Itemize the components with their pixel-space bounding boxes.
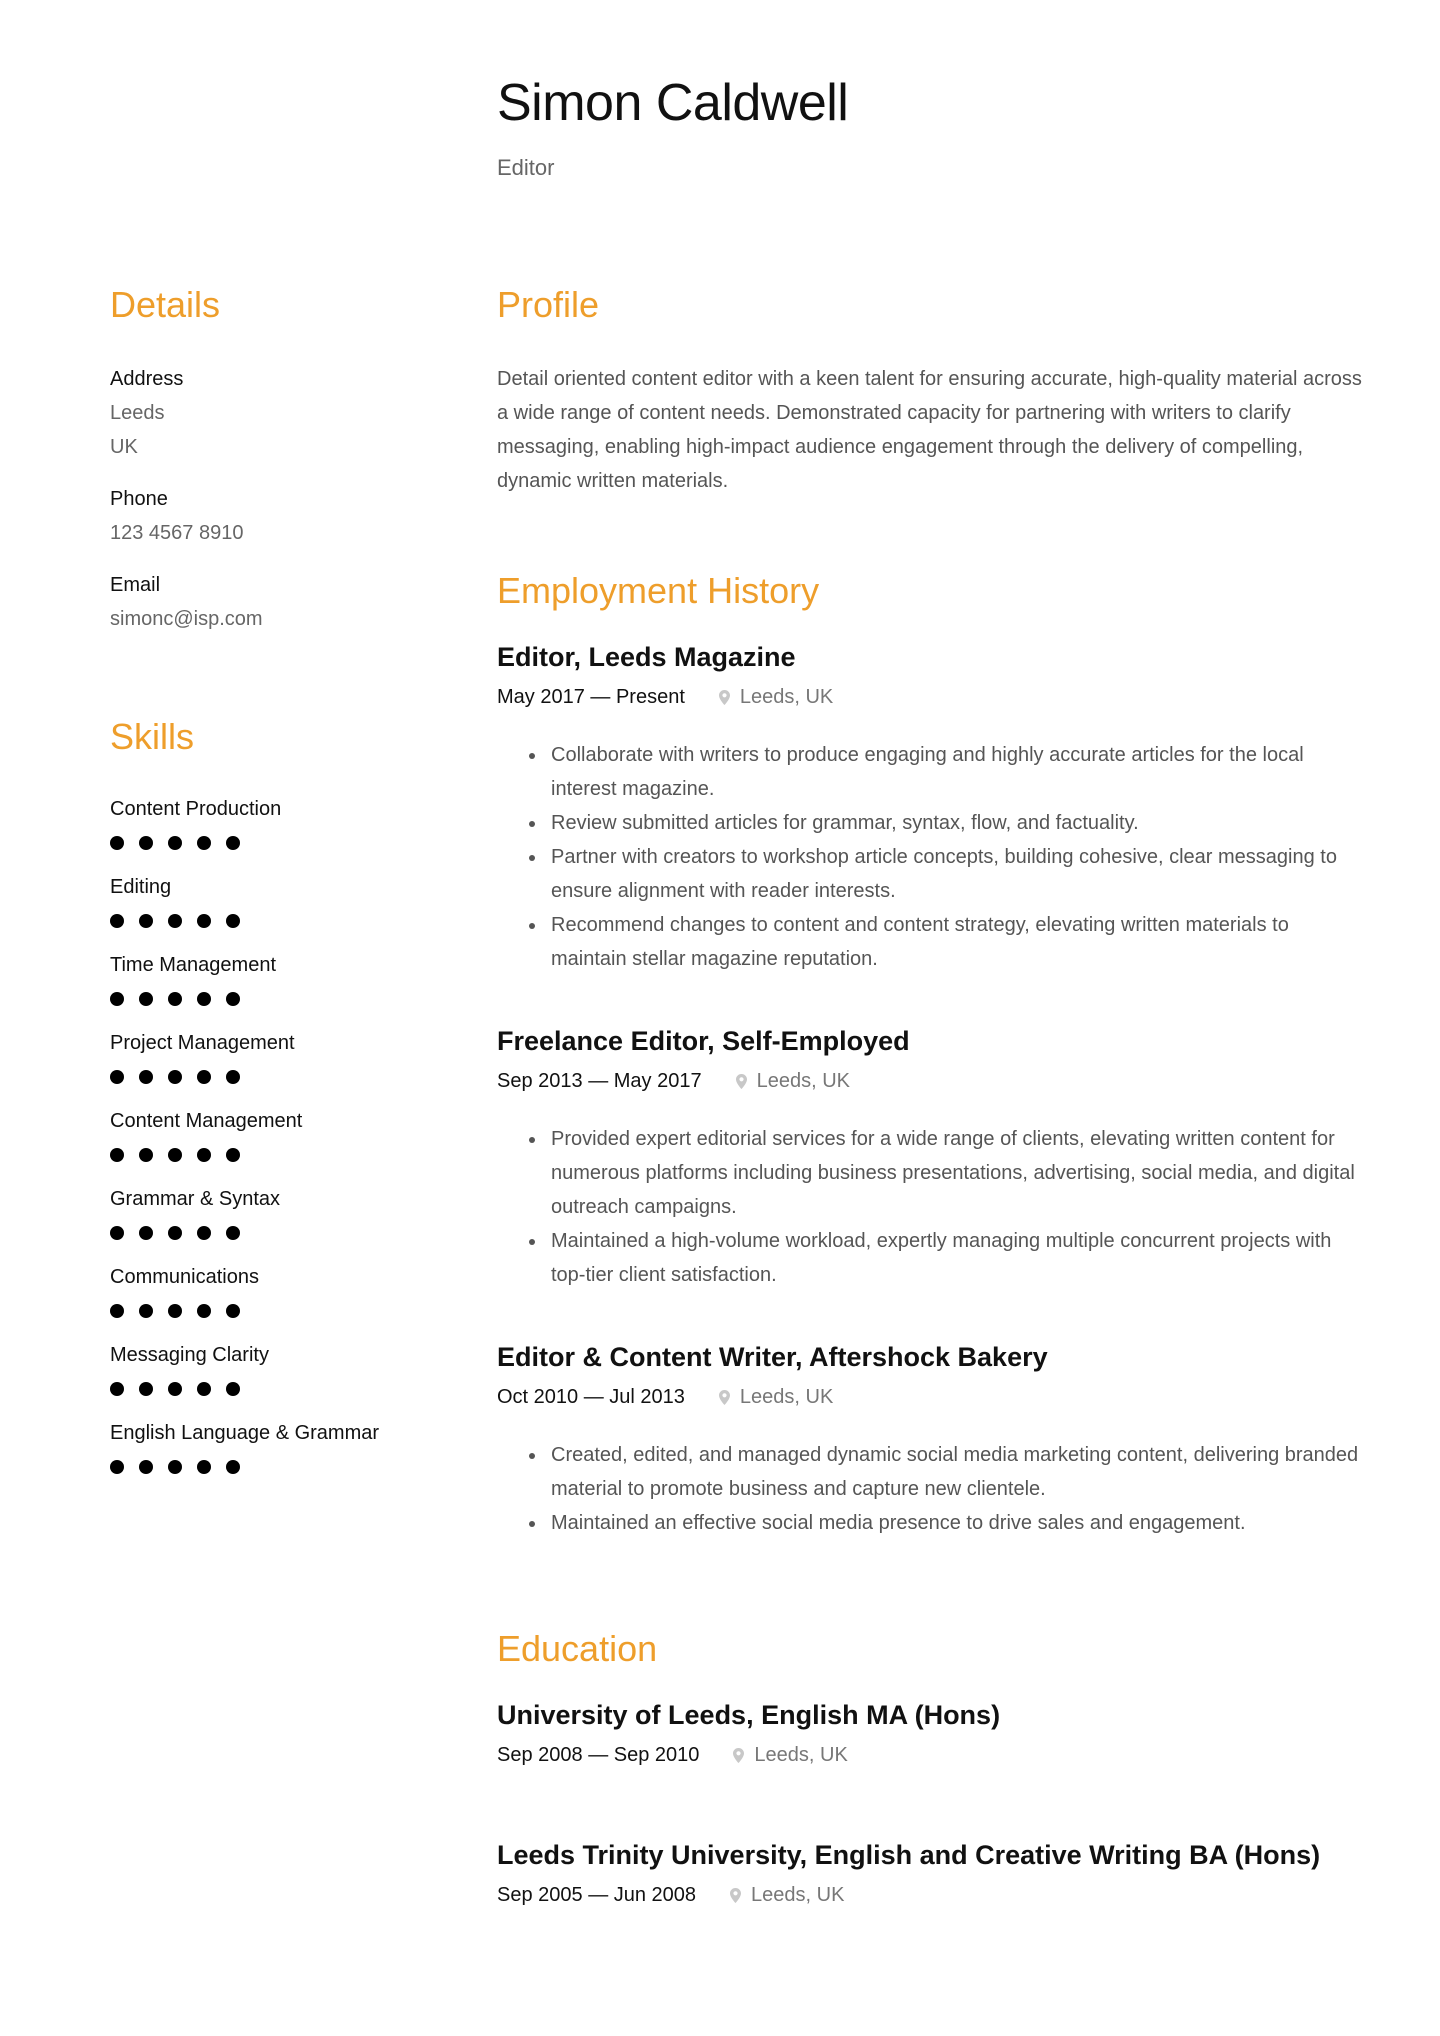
skill-item <box>110 1264 440 1318</box>
address-label: Address <box>110 368 184 390</box>
bullet-item: Provided expert editorial services for a wide range of clients, elevating written content for numerous platforms including business presentations, advertising, social media, and digital outreach campaigns. <box>497 1122 1367 1224</box>
phone-group <box>110 486 440 550</box>
profile-title: Profile <box>497 284 600 325</box>
job-entry <box>497 1340 1367 1540</box>
filled-dot-icon <box>197 836 211 850</box>
job-heading: Editor, Leeds Magazine <box>497 642 796 672</box>
filled-dot-icon <box>110 1304 124 1318</box>
filled-dot-icon <box>139 1382 153 1396</box>
education-heading: Leeds Trinity University, English and Creative Writing BA (Hons) <box>497 1840 1321 1870</box>
skill-level-dots <box>110 1226 440 1240</box>
filled-dot-icon <box>110 1070 124 1084</box>
location-text: Leeds, UK <box>754 1744 848 1766</box>
filled-dot-icon <box>139 1460 153 1474</box>
filled-dot-icon <box>139 1070 153 1084</box>
skill-level-dots <box>110 1304 440 1318</box>
skill-item <box>110 1108 440 1162</box>
filled-dot-icon <box>139 914 153 928</box>
map-pin-icon <box>733 1748 744 1763</box>
filled-dot-icon <box>226 836 240 850</box>
location-text: Leeds, UK <box>756 1070 850 1092</box>
filled-dot-icon <box>110 1382 124 1396</box>
email-group <box>110 572 440 636</box>
filled-dot-icon <box>168 1460 182 1474</box>
skill-level-dots <box>110 914 440 928</box>
filled-dot-icon <box>110 1460 124 1474</box>
meta-row <box>497 684 1367 710</box>
skill-item <box>110 874 440 928</box>
education-section <box>497 1628 1367 1908</box>
filled-dot-icon <box>168 914 182 928</box>
bullet-item: Maintained a high-volume workload, expertly managing multiple concurrent projects with top-tier client satisfaction. <box>497 1224 1367 1292</box>
meta-row <box>497 1384 1367 1410</box>
filled-dot-icon <box>139 1148 153 1162</box>
education-entry <box>497 1698 1367 1768</box>
map-pin-icon <box>719 690 730 705</box>
filled-dot-icon <box>226 1226 240 1240</box>
filled-dot-icon <box>139 992 153 1006</box>
location-text: Leeds, UK <box>739 686 834 708</box>
details-title: Details <box>110 284 221 325</box>
filled-dot-icon <box>197 1070 211 1084</box>
phone-label: Phone <box>110 488 168 510</box>
job-title: Editor <box>497 155 555 180</box>
meta-row <box>497 1742 1367 1768</box>
filled-dot-icon <box>226 992 240 1006</box>
location <box>733 1742 847 1768</box>
skill-name: Messaging Clarity <box>110 1344 269 1366</box>
job-bullets <box>497 1438 1367 1540</box>
details-section <box>110 284 440 636</box>
skill-level-dots <box>110 1148 440 1162</box>
main-content <box>497 284 1367 1908</box>
skill-name: Content Management <box>110 1110 303 1132</box>
person-name: Simon Caldwell <box>497 74 849 132</box>
skill-level-dots <box>110 1070 440 1084</box>
employment-section <box>497 570 1367 1540</box>
filled-dot-icon <box>197 992 211 1006</box>
profile-section <box>497 284 1367 498</box>
bullet-item: Recommend changes to content and content strategy, elevating written materials to maintain stellar magazine reputation. <box>497 908 1367 976</box>
filled-dot-icon <box>110 1226 124 1240</box>
filled-dot-icon <box>139 1304 153 1318</box>
job-bullets <box>497 738 1367 976</box>
bullet-item: Partner with creators to workshop article concepts, building cohesive, clear messaging to ensure alignment with reader interests. <box>497 840 1367 908</box>
filled-dot-icon <box>139 1226 153 1240</box>
filled-dot-icon <box>168 836 182 850</box>
skill-name: Time Management <box>110 954 276 976</box>
skill-name: Editing <box>110 876 172 898</box>
location <box>719 1384 833 1410</box>
location-text: Leeds, UK <box>739 1386 834 1408</box>
filled-dot-icon <box>197 1460 211 1474</box>
skill-level-dots <box>110 1382 440 1396</box>
location-text: Leeds, UK <box>751 1884 845 1906</box>
date-range: Sep 2005 — Jun 2008 <box>497 1884 697 1906</box>
filled-dot-icon <box>197 1382 211 1396</box>
skill-name: Communications <box>110 1266 259 1288</box>
skill-item <box>110 1030 440 1084</box>
skill-level-dots <box>110 992 440 1006</box>
filled-dot-icon <box>110 836 124 850</box>
skill-item <box>110 1186 440 1240</box>
skill-item <box>110 1342 440 1396</box>
skill-level-dots <box>110 1460 440 1474</box>
education-title: Education <box>497 1628 658 1669</box>
skill-name: Grammar & Syntax <box>110 1188 281 1210</box>
filled-dot-icon <box>197 1148 211 1162</box>
skill-item <box>110 796 440 850</box>
filled-dot-icon <box>168 1070 182 1084</box>
date-range: May 2017 — Present <box>497 686 685 708</box>
skill-name: Content Production <box>110 798 282 820</box>
education-entry <box>497 1838 1367 1908</box>
job-heading: Editor & Content Writer, Aftershock Bakery <box>497 1342 1048 1372</box>
filled-dot-icon <box>168 1304 182 1318</box>
filled-dot-icon <box>168 1226 182 1240</box>
map-pin-icon <box>719 1390 730 1405</box>
filled-dot-icon <box>226 914 240 928</box>
date-range: Sep 2008 — Sep 2010 <box>497 1744 700 1766</box>
filled-dot-icon <box>139 836 153 850</box>
bullet-item: Created, edited, and managed dynamic social media marketing content, delivering branded material to promote business and capture new clientele. <box>497 1438 1367 1506</box>
address-line: Leeds <box>110 402 165 424</box>
address-group <box>110 366 440 464</box>
date-range: Oct 2010 — Jul 2013 <box>497 1386 685 1408</box>
meta-row <box>497 1882 1367 1908</box>
resume-header <box>497 72 848 182</box>
meta-row <box>497 1068 1367 1094</box>
filled-dot-icon <box>168 1382 182 1396</box>
filled-dot-icon <box>110 1148 124 1162</box>
education-heading: University of Leeds, English MA (Hons) <box>497 1700 1001 1730</box>
filled-dot-icon <box>226 1070 240 1084</box>
skill-name: Project Management <box>110 1032 295 1054</box>
bullet-item: Collaborate with writers to produce engaging and highly accurate articles for the local interest magazine. <box>497 738 1367 806</box>
map-pin-icon <box>730 1888 741 1903</box>
filled-dot-icon <box>226 1382 240 1396</box>
filled-dot-icon <box>226 1148 240 1162</box>
skills-title: Skills <box>110 716 195 757</box>
location <box>736 1068 850 1094</box>
map-pin-icon <box>736 1074 747 1089</box>
skill-item <box>110 952 440 1006</box>
job-heading: Freelance Editor, Self-Employed <box>497 1026 910 1056</box>
skill-item <box>110 1420 440 1474</box>
profile-summary: Detail oriented content editor with a keen talent for ensuring accurate, high-quality material across a wide range of content needs. Demonstrated capacity for partnering with writers to clarify messaging, enabling high-impact audience engagement through the delivery of compelling, dynamic written materials. <box>497 368 1362 492</box>
job-entry <box>497 640 1367 976</box>
email-value[interactable]: simonc@isp.com <box>110 608 263 630</box>
filled-dot-icon <box>226 1460 240 1474</box>
filled-dot-icon <box>197 1226 211 1240</box>
location <box>719 684 833 710</box>
filled-dot-icon <box>197 1304 211 1318</box>
sidebar <box>110 284 440 1474</box>
skills-section <box>110 716 440 1474</box>
bullet-item: Review submitted articles for grammar, syntax, flow, and factuality. <box>497 806 1367 840</box>
address-line: UK <box>110 436 138 458</box>
filled-dot-icon <box>197 914 211 928</box>
filled-dot-icon <box>110 914 124 928</box>
bullet-item: Maintained an effective social media presence to drive sales and engagement. <box>497 1506 1367 1540</box>
filled-dot-icon <box>168 992 182 1006</box>
employment-title: Employment History <box>497 570 820 611</box>
location <box>730 1882 844 1908</box>
email-label: Email <box>110 574 161 596</box>
skill-level-dots <box>110 836 440 850</box>
job-bullets <box>497 1122 1367 1292</box>
phone-value: 123 4567 8910 <box>110 522 244 544</box>
date-range: Sep 2013 — May 2017 <box>497 1070 702 1092</box>
job-entry <box>497 1024 1367 1292</box>
filled-dot-icon <box>226 1304 240 1318</box>
skill-name: English Language & Grammar <box>110 1422 380 1444</box>
filled-dot-icon <box>110 992 124 1006</box>
filled-dot-icon <box>168 1148 182 1162</box>
